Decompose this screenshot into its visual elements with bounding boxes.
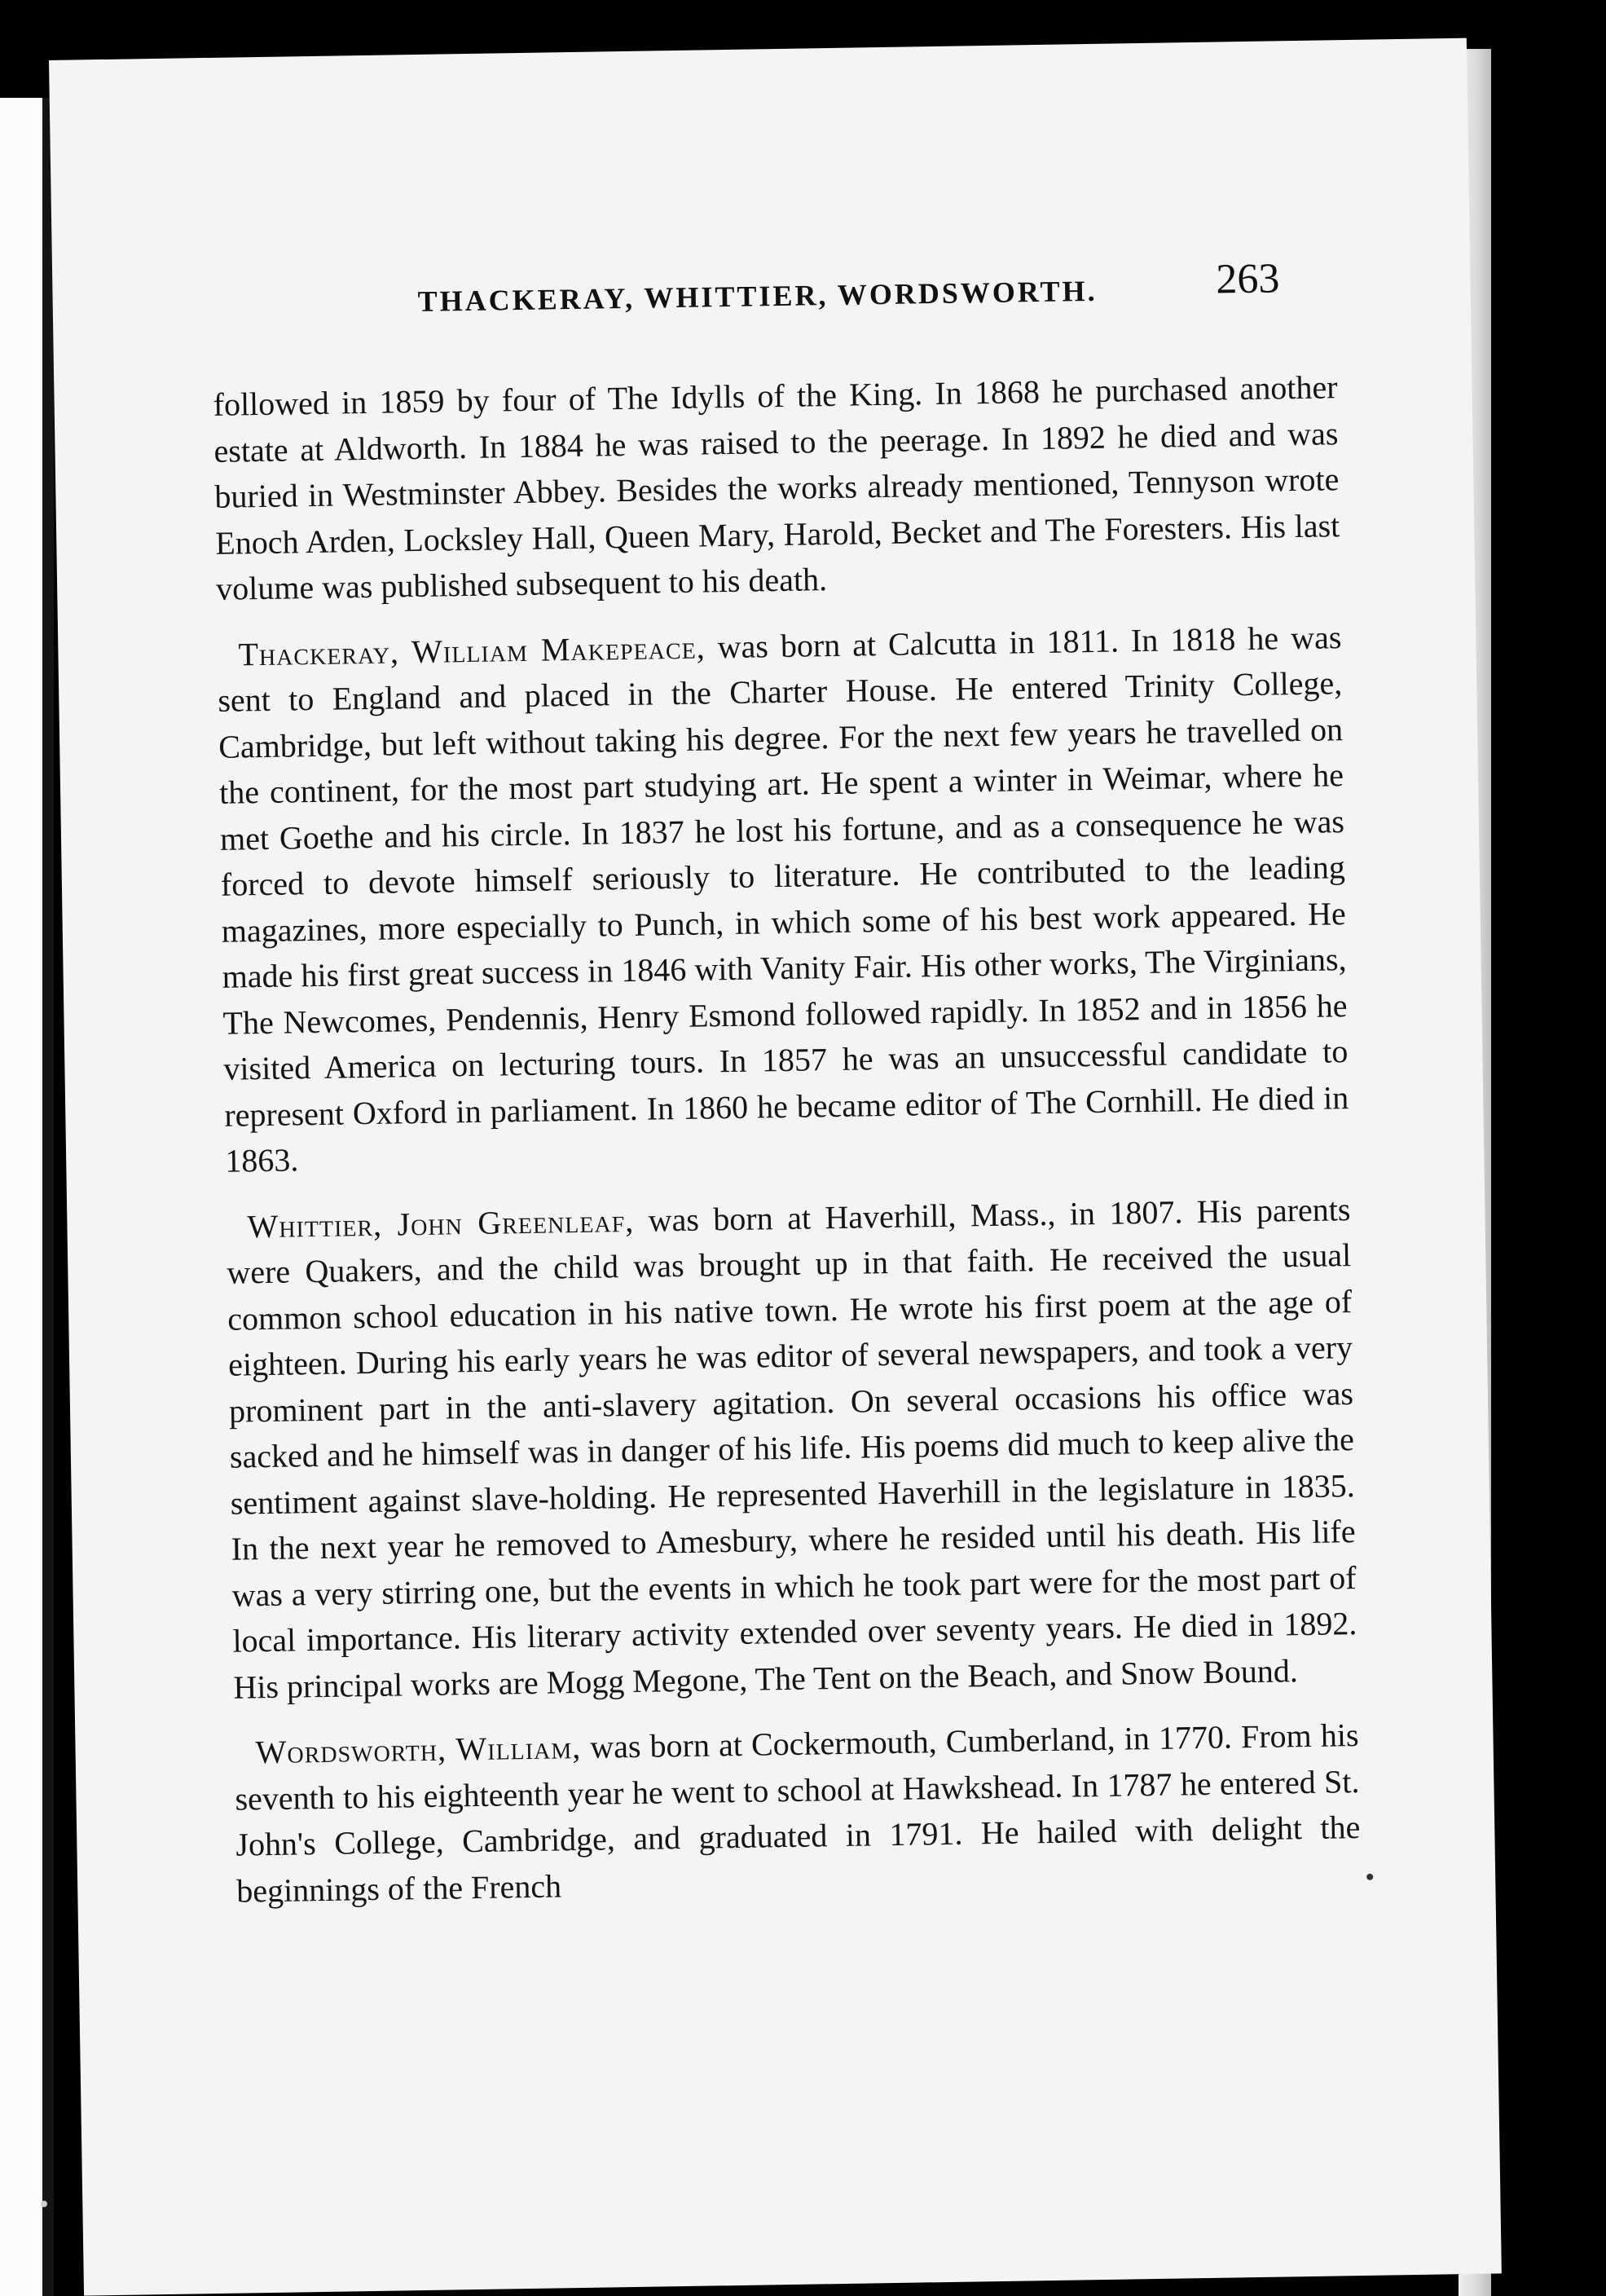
paragraph-thackeray — [217, 615, 1349, 1185]
book-gutter — [42, 98, 54, 2296]
scan-speck — [41, 2201, 47, 2207]
entry-heading: Whittier, John Greenleaf, — [247, 1201, 635, 1245]
entry-heading: Thackeray, William Makepeace, — [238, 628, 706, 672]
entry-heading: Wordsworth, William, — [255, 1728, 582, 1771]
page-number: 263 — [1215, 255, 1280, 303]
paragraph-text: followed in 1859 by four of The Idylls of the King. In 1868 he purchased another estate at Aldworth. In 1884 he was raised to the peerage. In 1892 he died and was buried in Westminster Abbey. Besides the works already mentioned, Tennyson wrote Enoch Arden, Locksley Hall, Queen Mary, Harold, Becket and The Foresters. His last volume was published subsequent to his death. — [213, 368, 1340, 607]
paragraph-text: was born at Calcutta in 1811. In 1818 he was sent to England and placed in the Charter House. He entered Trinity College, Cambridge, but left without taking his degree. For the next few years he travelled on the continent, for the most part studying art. He spent a winter in Weimar, where he met Goethe and his circle. In 1837 he lost his fortune, and as a consequence he was forced to devote himself seriously to literature. He contributed to the leading magazines, more especially to Punch, in which some of his best work appeared. He made his first great success in 1846 with Vanity Fair. His other works, The Virginians, The Newcomes, Pendennis, Henry Esmond followed rapidly. In 1852 and in 1856 he visited America on lecturing tours. In 1857 he was an unsuccessful candidate to represent Oxford in parliament. In 1860 he became editor of The Cornhill. He died in 1863. — [218, 618, 1349, 1179]
paragraph-whittier — [226, 1187, 1358, 1711]
paragraph-tennyson-continued — [213, 364, 1340, 612]
paragraph-text: was born at Haverhill, Mass., in 1807. His parents were Quakers, and the child was brought up in that faith. He received the usual common school education in his native town. He wrote his first poem at the age of eighteen. During his early years he was editor of several newspapers, and took a very prominent part in the anti-slavery agitation. On several occasions his office was sacked and he himself was in danger of his life. His poems did much to keep alive the sentiment against slave-holding. He represented Haverhill in the legislature in 1835. In the next year he removed to Amesbury, where he resided until his death. His life was a very stirring one, but the events in which he took part were for the most part of local importance. His literary activity extended over seventy years. He died in 1892. His principal works are Mogg Megone, The Tent on the Beach, and Snow Bound. — [227, 1190, 1357, 1706]
page-body — [213, 364, 1362, 1933]
running-head: THACKERAY, WHITTIER, WORDSWORTH. — [417, 274, 1098, 318]
paragraph-wordsworth — [234, 1712, 1361, 1915]
facing-page-edge — [0, 98, 42, 2296]
page-header — [52, 252, 1471, 339]
scan-speck — [1366, 1874, 1373, 1880]
book-page — [49, 38, 1502, 2296]
paragraph-text: was born at Cockermouth, Cumberland, in 1770. From his seventh to his eighteenth year he went to school at Hawkshead. In 1787 he entered St. John's College, Cambridge, and graduated in 1791. He hailed with delight the beginnings of the French — [235, 1716, 1361, 1910]
